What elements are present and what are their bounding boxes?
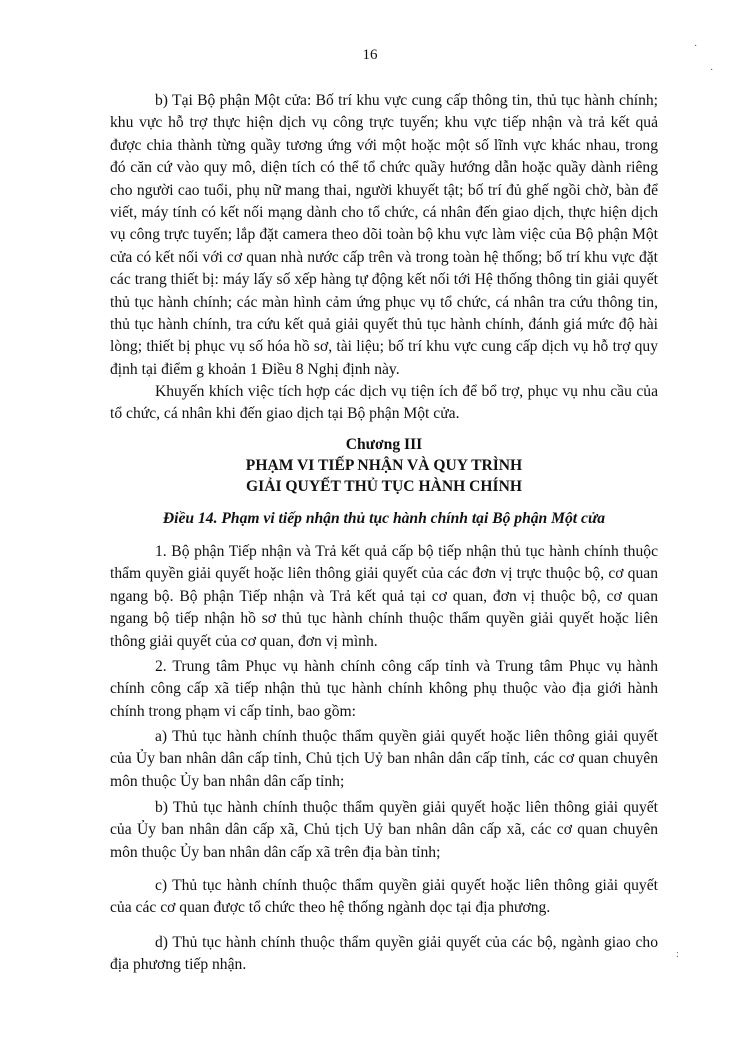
paragraph-point-a: a) Thủ tục hành chính thuộc thẩm quyền giải quyết hoặc liên thông giải quyết của Ủy ban nhân dân cấp tỉnh, Chủ tịch Uỷ ban nhân dân cấp tỉnh, các cơ quan chuyên môn thuộc Ủy ban nhân dân cấp tỉnh; (110, 728, 658, 790)
paragraph-b-one-stop-layout: b) Tại Bộ phận Một cửa: Bố trí khu vực cung cấp thông tin, thủ tục hành chính; khu vực hỗ trợ thực hiện dịch vụ công trực tuyến; khu vực tiếp nhận và trả kết quả được chia thành từng quầy tương ứng với một hoặc một số lĩnh vực khác nhau, trong đó căn cứ vào quy mô, diện tích có thể tổ chức quầy hướng dẫn hoặc quầy dành riêng cho người cao tuổi, phụ nữ mang thai, người khuyết tật; bố trí đủ ghế ngồi chờ, bàn để viết, máy tính có kết nối mạng dành cho tổ chức, cá nhân đến giao dịch, thực hiện dịch vụ công trực tuyến; lắp đặt camera theo dõi toàn bộ khu vực làm việc của Bộ phận Một cửa có kết nối với cơ quan nhà nước cấp trên và trong toàn hệ thống; bố trí khu vực đặt các trang thiết bị: máy lấy số xếp hàng tự động kết nối tới Hệ thống thông tin giải quyết thủ tục hành chính; các màn hình cảm ứng phục vụ tổ chức, cá nhân tra cứu thông tin, thủ tục hành chính, tra cứu kết quả giải quyết thủ tục hành chính, đánh giá mức độ hài lòng; thiết bị phục vụ số hóa hồ sơ, tài liệu; bố trí khu vực cung cấp dịch vụ hỗ trợ quy định tại điểm g khoản 1 Điều 8 Nghị định này. (110, 92, 658, 378)
paragraph-point-d: d) Thủ tục hành chính thuộc thẩm quyền giải quyết của các bộ, ngành giao cho địa phương tiếp nhận. (110, 934, 658, 974)
chapter-title-line2: GIẢI QUYẾT THỦ TỤC HÀNH CHÍNH (246, 478, 522, 495)
chapter-title-line1: PHẠM VI TIẾP NHẬN VÀ QUY TRÌNH (245, 457, 523, 474)
article-14-heading: Điều 14. Phạm vi tiếp nhận thủ tục hành chính tại Bộ phận Một cửa (162, 510, 606, 527)
paragraph-encouragement: Khuyến khích việc tích hợp các dịch vụ tiện ích để bổ trợ, phục vụ nhu cầu của tổ chức, cá nhân khi đến giao dịch tại Bộ phận Một cửa. (110, 383, 658, 423)
scan-speck: · (710, 65, 714, 76)
paragraph-clause-1: 1. Bộ phận Tiếp nhận và Trả kết quả cấp bộ tiếp nhận thủ tục hành chính thuộc thẩm quyền giải quyết hoặc liên thông giải quyết của các đơn vị trực thuộc bộ, cơ quan ngang bộ. Bộ phận Tiếp nhận và Trả kết quả tại cơ quan, đơn vị thuộc bộ, cơ quan ngang bộ tiếp nhận hồ sơ thủ tục hành chính thuộc thẩm quyền giải quyết hoặc liên thông giải quyết của cơ quan, đơn vị mình. (110, 543, 658, 650)
chapter-label: Chương III (345, 436, 423, 453)
paragraph-point-b: b) Thủ tục hành chính thuộc thẩm quyền giải quyết hoặc liên thông giải quyết của Ủy ban nhân dân cấp xã, Chủ tịch Uỷ ban nhân dân cấp xã, các cơ quan chuyên môn thuộc Ủy ban nhân dân cấp xã trên địa bàn tỉnh; (110, 799, 658, 861)
page-number: 16 (362, 47, 378, 63)
scan-speck: : (676, 949, 679, 960)
paragraph-clause-2: 2. Trung tâm Phục vụ hành chính công cấp tỉnh và Trung tâm Phục vụ hành chính công cấp xã tiếp nhận thủ tục hành chính không phụ thuộc vào địa giới hành chính trong phạm vi cấp tỉnh, bao gồm: (110, 658, 658, 720)
paragraph-point-c: c) Thủ tục hành chính thuộc thẩm quyền giải quyết hoặc liên thông giải quyết của các cơ quan được tổ chức theo hệ thống ngành dọc tại địa phương. (110, 877, 658, 917)
scan-speck: · (694, 41, 698, 52)
